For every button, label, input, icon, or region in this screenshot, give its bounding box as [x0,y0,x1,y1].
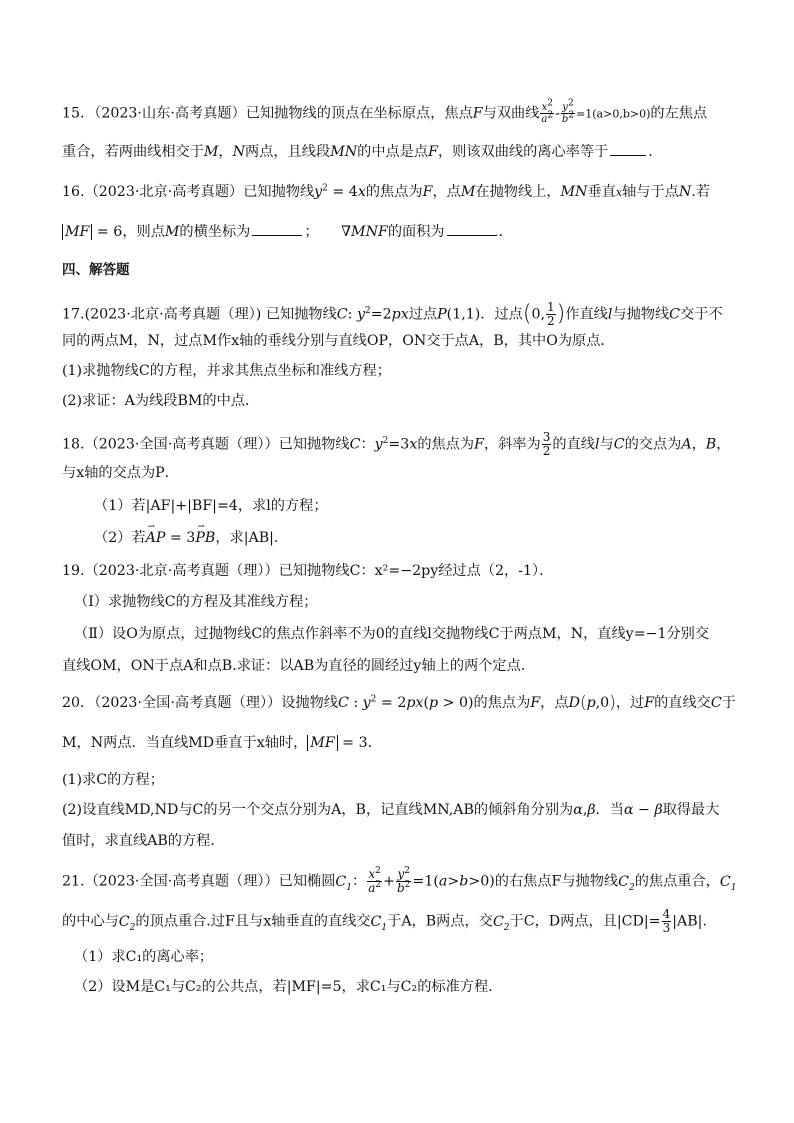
p18-q1: （1）若|AF|+|BF|=4，求l的方程； [94,498,328,514]
p15-line1: 15．（2023·山东·高考真题）已知抛物线的顶点在坐标原点，焦点F与双曲线 $\frac{x^2}{a^2}$ - $\frac{y^2}{b^2}$ =1(a>0,b>0)的左焦点 [62,98,708,125]
p21-text-a: 21.（2023·全国·高考真题（理））已知椭圆 [62,873,336,890]
p15-answer-blank[interactable] [610,143,646,156]
section-heading: 四、解答题 [62,262,130,278]
p16-text-a: 16.（2023·北京·高考真题）已知抛物线 [62,184,315,200]
p16-text-c: ，点 [432,184,461,200]
p15-line2: 重合，若两曲线相交于M，N两点，且线段MN的中点是点F，则该双曲线的离心率等于 . [62,144,653,160]
p21-text-line2-a: 的中心与 [62,913,119,930]
p15-text-f: 的中点是点 [357,144,429,160]
p20-text-e: 的直线交 [654,695,711,711]
p15-text-e: 两点，且线段 [245,144,331,160]
p17-text-a: 17.(2023·北京·高考真题（理）) 已知抛物线 [62,306,337,323]
p20-text-a: 20．（2023·全国·高考真题（理））设抛物线 [62,695,338,711]
p15-text-c: 的左焦点 [650,105,708,122]
p16-text-k: 的面积为 [387,224,445,240]
p17-text-c: ．过点 [480,306,523,323]
p16-line2: MF = 6，则点M的横坐标为 ； ∇MNF的面积为 ． [62,222,754,242]
p15-condition: =1(a>0,b>0) [576,107,651,121]
p17-text-f: 交于不 [680,306,723,323]
p18-q2: （2）若⇀ AP = 3⇀ PB，求|AB|. [94,528,754,548]
p21-text-line2-e: |AB|. [672,913,707,930]
p17-text-b: 过点 [408,306,438,323]
p18-text-c: ，斜率为 [483,436,541,453]
p20-text-c: ，点 [540,695,569,711]
p19-line1: 19.（2023·北京·高考真题（理））已知抛物线C：x²=−2py经过点（2，-1）． [62,563,554,579]
p20-q2-text-c: 取得最大 [662,802,720,818]
p17-line1: 17.(2023·北京·高考真题（理）) 已知抛物线C: $y^2=2px$过点P(1,1)．过点(0, $\frac{1}{2}$ )作直线l与抛物线C交于不 [62,300,723,328]
p19-q2-line1: （Ⅱ）设O为原点，过抛物线C的焦点作斜率不为0的直线l交抛物线C于两点M，N，直线y=−1分别交 [74,626,710,642]
p15-text-a: 15．（2023·山东·高考真题）已知抛物线的顶点在坐标原点，焦点 [62,105,473,122]
p17-line2: 同的两点M，N，过点M作x轴的垂线分别与直线OP，ON交于点A，B，其中O为原点． [62,333,615,349]
p21-line1: 21.（2023·全国·高考真题（理））已知椭圆$C_1$： $\frac{x^2}{a^2}$ + $\frac{y^2}{b^2}$ =1(a>b>0)的右焦点F与抛物线$C_2$的焦点重合，$C_1$ [62,866,737,895]
p20-q2-text-b: ．当 [595,802,624,818]
p19-q2-line2: 直线OM，ON于点A和点B.求证：以AB为直径的圆经过y轴上的两个定点. [62,658,526,674]
p18-text-f: 的交点为 [624,436,682,453]
p18-text-b: 的焦点为 [417,436,475,453]
p21-text-b: 的右焦点F与抛物线 [494,873,619,890]
p21-q2: （2）设M是C₁与C₂的公共点，若|MF|=5，求C₁与C₂的标准方程. [74,979,493,995]
p21-text-c: 的焦点重合， [634,873,720,890]
p20-text-line2: M，N两点．当直线MD垂直于x轴时， [62,735,308,751]
p18-q2-text-b: ，求|AB|. [215,530,279,546]
p16-text-j: ； [304,224,319,240]
p17-q2: (2)求证：A为线段BM的中点． [62,393,260,409]
p20-q2-line1: (2)设直线MD,ND与C的另一个交点分别为A，B，记直线MN,AB的倾斜角分别为α,β．当α − β取得最大 [62,802,720,818]
p18-text-d: 的直线 [552,436,595,453]
p18-text-e: 与 [599,436,614,453]
p18-q2-text-a: （2）若 [94,530,146,546]
p16-text-f: 轴与于点 [622,184,679,200]
p20-line1: 20．（2023·全国·高考真题（理））设抛物线C : $y^2 = 2px(p > 0)$的焦点为F，点D(p,0)，过F的直线交C于 [62,693,736,713]
p15-text-g: ，则该双曲线的离心率等于 [437,144,609,160]
p17-q1: (1)求抛物线C的方程，并求其焦点坐标和准线方程； [62,363,391,379]
p16-text-g: .若 [691,184,710,200]
p16-line1: 16.（2023·北京·高考真题）已知抛物线$y^2 = 4x$的焦点为F，点M在抛物线上，MN垂直x轴与于点N.若 [62,183,710,200]
p16-text-b: 的焦点为 [365,184,423,200]
p18-line2: 与x轴的交点为P． [62,465,179,481]
p21-text-line2-c: 于A，B两点，交 [387,913,493,930]
p16-text-e: 垂直 [587,184,616,200]
p16-text-d: 在抛物线上， [475,184,561,200]
p19-q1: （Ⅰ）求抛物线C的方程及其准线方程； [74,594,318,610]
p20-q2-line2: 值时，求直线AB的方程． [62,833,225,849]
p21-line2: 的中心与$C_2$的顶点重合.过F且与x轴垂直的直线交$C_1$于A，B两点，交$C_2$于C，D两点，且|CD|= $\frac{4}{3}$ |AB|. [62,907,707,935]
p20-q1: (1)求C的方程； [62,772,164,788]
p16-answer-blank-2[interactable] [447,223,497,236]
p16-text-i: 的横坐标为 [179,224,251,240]
p16-answer-blank-1[interactable] [252,223,302,236]
p20-text-b: 的焦点为 [473,695,531,711]
p17-text-e: 与抛物线 [612,306,670,323]
p15-frac-x: $\frac{x^2}{a^2}$ [541,98,554,125]
p21-text-line2-d: 于C，D两点，且|CD|= [509,913,661,930]
p20-q2-text-a: (2)设直线MD,ND与C的另一个交点分别为A，B，记直线MN,AB的倾斜角分别为 [62,802,574,818]
p20-text-d: ，过 [615,695,645,711]
p18-text-a: 18.（2023·全国·高考真题（理））已知抛物线 [62,436,350,453]
p20-text-f: 于 [721,695,736,711]
p21-text-line2-b: 的顶点重合.过F且与x轴垂直的直线交 [135,913,371,930]
p17-text-d: 作直线 [565,306,608,323]
p21-q1: （1）求C₁的离心率； [74,949,214,965]
p15-text-b: 与双曲线 [482,105,540,122]
p20-line2: M，N两点．当直线MD垂直于x轴时， MF = 3． [62,735,382,751]
p18-line1: 18.（2023·全国·高考真题（理））已知抛物线C：$y^2=3x$的焦点为F，斜率为 $\frac{3}{2}$ 的直线l与C的交点为A，B， [62,430,731,458]
p15-frac-y: $\frac{y^2}{b^2}$ [561,98,575,125]
p16-text-h: ，则点 [122,224,165,240]
p15-text-d: 重合，若两曲线相交于 [62,144,204,160]
